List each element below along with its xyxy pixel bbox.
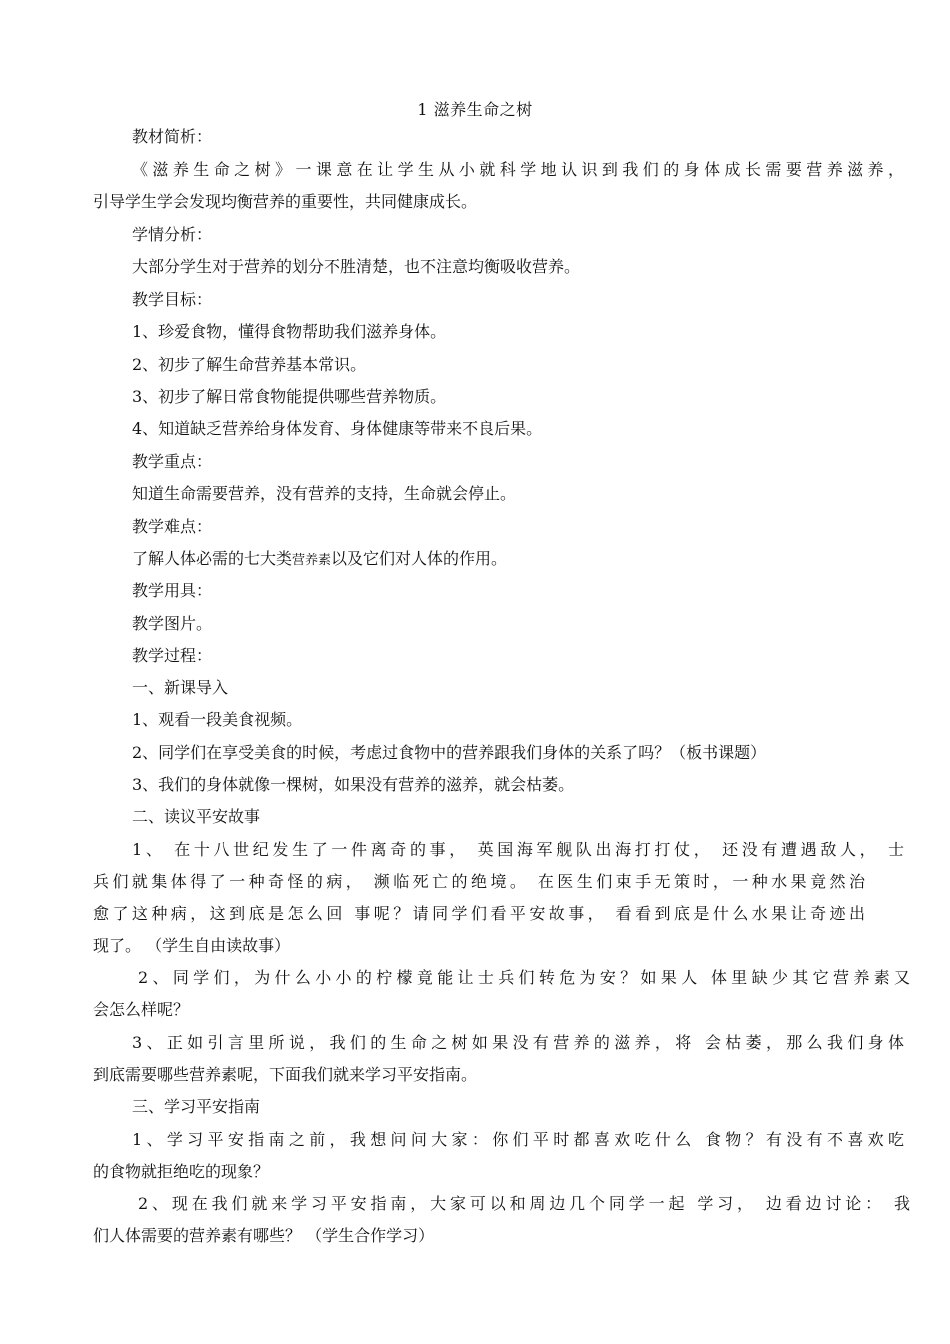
section-heading-teaching-goals: 教学目标： — [132, 290, 213, 309]
paragraph-line: 会怎么样呢？ — [93, 1000, 190, 1019]
list-item: 1、珍爱食物，懂得食物帮助我们滋养身体。 — [132, 322, 447, 341]
paragraph-line: 引导学生学会发现均衡营养的重要性，共同健康成长。 — [93, 192, 478, 211]
paragraph-line — [93, 547, 904, 571]
list-item: 3、初步了解日常食物能提供哪些营养物质。 — [132, 387, 447, 406]
paragraph-line: 3、正如引言里所说，我们的生命之树如果没有营养的滋养，将 会枯萎，那么我们身体 — [132, 1033, 904, 1052]
paragraph-line: 愈了这种病，这到底是怎么回 事呢？请同学们看平安故事， 看看到底是什么水果让奇迹出 — [93, 904, 865, 923]
section-heading-teaching-tools: 教学用具： — [132, 581, 213, 600]
paragraph-line: 的食物就拒绝吃的现象？ — [93, 1162, 270, 1181]
paragraph-line: 《滋养生命之树》一课意在让学生从小就科学地认识到我们的身体成长需要营养滋养， — [132, 160, 904, 179]
list-item: 2、同学们在享受美食的时候，考虑过食物中的营养跟我们身体的关系了吗？（板书课题） — [132, 743, 767, 762]
paragraph-line: 到底需要哪些营养素呢，下面我们就来学习平安指南。 — [93, 1065, 478, 1084]
subsection-heading: 二、读议平安故事 — [132, 807, 261, 826]
list-item: 1、观看一段美食视频。 — [132, 710, 303, 729]
text-run: 了解人体必需的七大类 — [132, 549, 293, 568]
text-run: 以及它们对人体的作用。 — [331, 549, 508, 568]
paragraph-line: 1、学习平安指南之前，我想问问大家：你们平时都喜欢吃什么 食物？有没有不喜欢吃 — [132, 1130, 904, 1149]
list-item: 4、知道缺乏营养给身体发育、身体健康等带来不良后果。 — [132, 419, 543, 438]
list-item: 2、初步了解生命营养基本常识。 — [132, 355, 367, 374]
paragraph-line: 现了。 （学生自由读故事） — [93, 936, 291, 955]
paragraph-line: 大部分学生对于营养的划分不胜清楚，也不注意均衡吸收营养。 — [132, 257, 581, 276]
list-item: 3、我们的身体就像一棵树，如果没有营养的滋养，就会枯萎。 — [132, 775, 575, 794]
section-heading-key-points: 教学重点： — [132, 452, 213, 471]
subsection-heading: 三、学习平安指南 — [132, 1097, 261, 1116]
document-title: 1 滋养生命之树 — [417, 100, 533, 119]
text-run: 营养素 — [292, 553, 332, 568]
paragraph-line: 知道生命需要营养，没有营养的支持，生命就会停止。 — [132, 484, 517, 503]
paragraph-line: 1、 在十八世纪发生了一件离奇的事， 英国海军舰队出海打打仗， 还没有遭遇敌人， 士 — [132, 840, 904, 859]
paragraph-line: 2、现在我们就来学习平安指南，大家可以和周边几个同学一起 学习， 边看边讨论： 我 — [138, 1194, 910, 1213]
subsection-heading: 一、新课导入 — [132, 678, 229, 697]
paragraph-line: 兵们就集体得了一种奇怪的病， 濒临死亡的绝境。 在医生们束手无策时，一种水果竟然治 — [93, 872, 865, 891]
section-heading-difficulties: 教学难点： — [132, 517, 213, 536]
section-heading-student-analysis: 学情分析： — [132, 225, 213, 244]
paragraph-line: 们人体需要的营养素有哪些？ （学生合作学习） — [93, 1226, 435, 1245]
section-heading-material-analysis: 教材简析： — [132, 127, 213, 146]
paragraph-line: 教学图片。 — [132, 614, 213, 633]
section-heading-teaching-process: 教学过程： — [132, 646, 213, 665]
paragraph-line: 2、同学们，为什么小小的柠檬竟能让士兵们转危为安？如果人 体里缺少其它营养素又 — [138, 968, 910, 987]
